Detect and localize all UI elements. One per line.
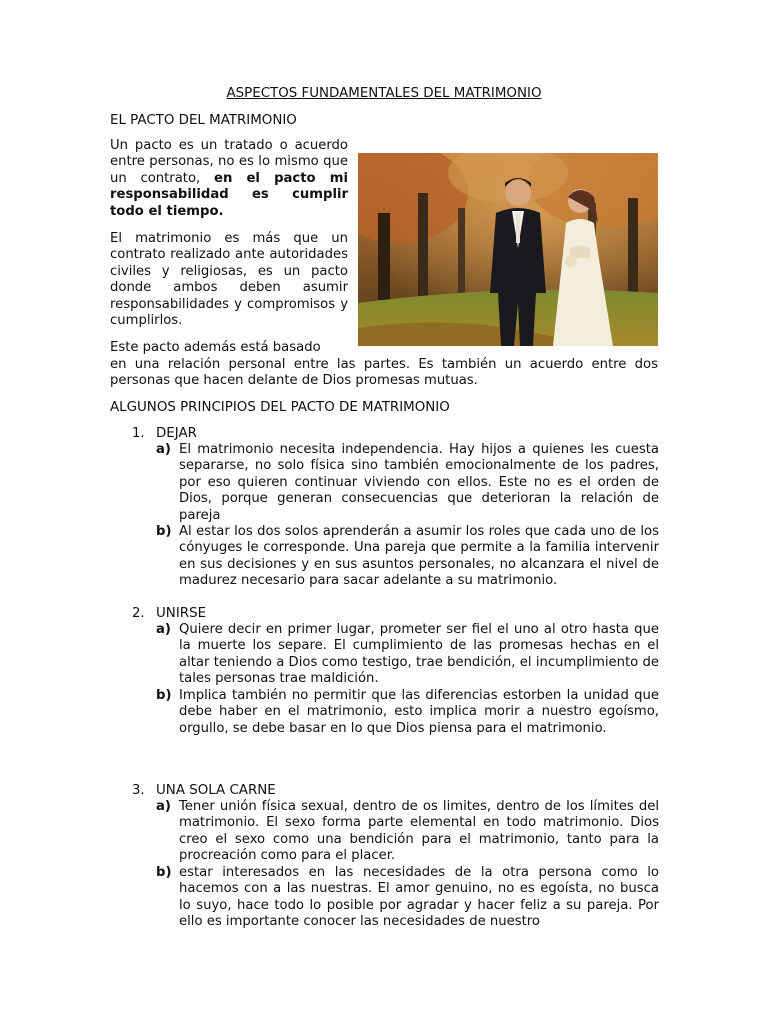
paragraph-pacto-bold: en el pacto mi responsabilidad es cumplir todo el tiempo. (110, 170, 348, 219)
paragraph-pacto-basado-rest: en una relación personal entre las partes. Es también un acuerdo entre dos personas que hacen delante de Dios promesas mutuas. (110, 357, 658, 389)
paragraph-pacto-basado-line1: Este pacto además está basado (110, 340, 321, 355)
sub-item-text: Al estar los dos solos aprenderán a asumir los roles que cada uno de los cónyuges le corresponde. Una pareja que permite a la familia intervenir en sus decisiones y en sus asuntos personales, no alcanzara el nivel de madurez necesario para sacar adelante a su matrimonio. (179, 524, 659, 589)
wedding-couple-photo (358, 153, 658, 346)
sub-item-text: El matrimonio necesita independencia. Hay hijos a quienes les cuesta separarse, no solo física sino también emocionalmente de los padres, por eso quieren continuar viviendo con ellos. Este no es el orden de Dios, porque generan consecuencias que deterioran la relación de pareja (179, 442, 659, 523)
paragraph-pacto (110, 138, 348, 220)
paragraph-matrimonio: El matrimonio es más que un contrato realizado ante autoridades civiles y religiosas, es un pacto donde ambos deben asumir responsabilidades y compromisos y cumplirlos. (110, 231, 348, 329)
sub-item-text: Quiere decir en primer lugar, prometer ser fiel el uno al otro hasta que la muerte los separe. El cumplimiento de las promesas hechas en el altar teniendo a Dios como testigo, trae bendición, el incumplimiento de tales personas trae maldición. (179, 622, 659, 687)
sub-item-text: estar interesados en las necesidades de la otra persona como lo hacemos con a las nuestras. El amor genuino, no es egoísta, no busca lo suyo, hace todo lo posible por agradar y hacer feliz a su pareja. Por ello es importante conocer las necesidades de nuestro (179, 865, 659, 930)
sub-item-text: Implica también no permitir que las diferencias estorben la unidad que debe haber en el matrimonio, esto implica morir a nuestro egoísmo, orgullo, se debe basar en lo que Dios piensa para el matrimonio. (179, 688, 659, 736)
list-item-label-dejar: DEJAR (156, 426, 197, 441)
list-number: 3. (132, 783, 145, 798)
sub-letter: a) (156, 622, 171, 637)
sub-letter: a) (156, 799, 171, 814)
sub-letter: b) (156, 865, 172, 880)
list-item-label-unirse: UNIRSE (156, 606, 207, 621)
sub-item-text: Tener unión física sexual, dentro de os limites, dentro de los límites del matrimonio. El sexo forma parte elemental en todo matrimonio. Dios creo el sexo como una bendición para el matrimonio, tanto para la procreación como para el placer. (179, 799, 659, 864)
sub-letter: b) (156, 524, 172, 539)
section-heading-pacto: EL PACTO DEL MATRIMONIO (110, 113, 297, 128)
sub-letter: b) (156, 688, 172, 703)
sub-letter: a) (156, 442, 171, 457)
list-number: 2. (132, 606, 145, 621)
page-title: ASPECTOS FUNDAMENTALES DEL MATRIMONIO (226, 86, 542, 101)
section-heading-principios: ALGUNOS PRINCIPIOS DEL PACTO DE MATRIMONIO (110, 400, 450, 415)
list-number: 1. (132, 426, 145, 441)
paragraph-pacto-text: Un pacto es un tratado o acuerdo entre personas, no es lo mismo que un contrato, (110, 138, 348, 186)
list-item-label-una-sola-carne: UNA SOLA CARNE (156, 783, 276, 798)
